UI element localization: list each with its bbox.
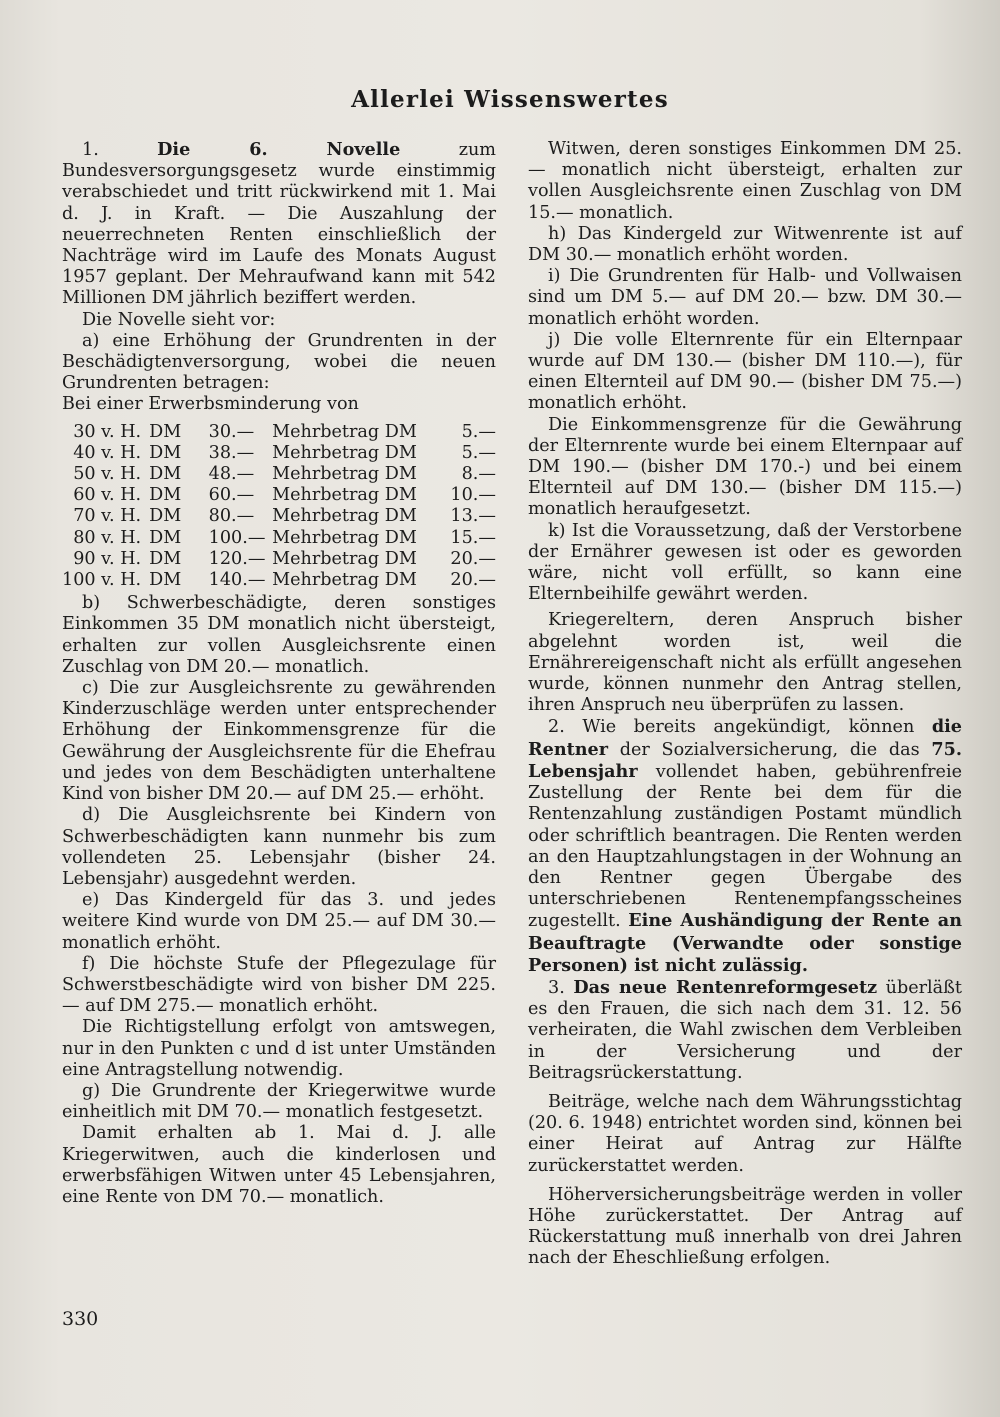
rate-label: Mehrbetrag DM [272, 442, 417, 463]
rate-amount: 100.— [208, 527, 266, 548]
paragraph-beitraege: Beiträge, welche nach dem Währungsstichtag (20. 6. 1948) entrichtet worden sind, können bei einer Heirat auf Antrag zur Hälfte zurückerstattet werden. [528, 1091, 962, 1176]
rate-label: Mehrbetrag DM [272, 570, 417, 591]
rate-percent: 60 v. H. [73, 485, 142, 506]
rate-amount: 38.— [208, 442, 255, 463]
rate-currency: DM [149, 548, 182, 569]
paragraph-d: d) Die Ausgleichsrente bei Kindern von Schwerbeschädigten kann nunmehr bis zum vollendeten 25. Lebensjahr (bisher 24. Lebensjahr) ausgedehnt werden. [62, 805, 496, 889]
paragraph-rentner [528, 716, 962, 976]
paragraph-f: f) Die höchste Stufe der Pflegezulage für Schwerstbeschädigte wird von bisher DM 225.— auf DM 275.— monatlich erhöht. [62, 953, 496, 1017]
rate-currency: DM [149, 485, 182, 506]
rate-currency: DM [149, 506, 182, 527]
rate-extra: 8.— [461, 464, 496, 485]
paragraph-j: j) Die volle Elternrente für ein Elternpaar wurde auf DM 130.— (bisher DM 110.—), für einen Elternteil auf DM 90.— (bisher DM 75.—) monatlich erhöht. [528, 329, 962, 414]
rate-label: Mehrbetrag DM [272, 464, 417, 485]
rate-amount: 48.— [208, 464, 255, 485]
rate-currency: DM [149, 464, 182, 485]
rates-row [62, 528, 496, 549]
paragraph-i: i) Die Grundrenten für Halb- und Vollwaisen sind um DM 5.— auf DM 20.— bzw. DM 30.— monatlich erhöht worden. [528, 266, 962, 329]
bold-phrase: die Rentner [528, 716, 962, 760]
paragraph-kriegereltern: Kriegereltern, deren Anspruch bisher abgelehnt worden ist, weil die Ernährereigenschaft nicht als erfüllt angesehen wurde, können nunmehr den Antrag stellen, ihren Anspruch neu überprüfen zu lassen. [528, 610, 962, 716]
rates-row [62, 549, 496, 570]
rate-currency: DM [149, 527, 182, 548]
paragraph-kriegerwitwen: Damit erhalten ab 1. Mai d. J. alle Kriegerwitwen, auch die kinderlosen und erwerbsfähigen Witwen unter 45 Lebensjahren, eine Rente von DM 70.— monatlich. [62, 1123, 496, 1207]
rates-row [62, 443, 496, 464]
rate-percent: 40 v. H. [73, 442, 142, 463]
paragraph-text: 2. Wie bereits angekündigt, können [548, 717, 932, 738]
rate-label: Mehrbetrag DM [272, 485, 417, 506]
paragraph-text: überläßt es den Frauen, die sich nach dem 31. 12. 56 verheiraten, die Wahl zwischen dem Verbleiben in der Versicherung und der Beitragsrückerstattung. [528, 977, 962, 1083]
item-number: 1. [82, 140, 158, 160]
left-column [62, 139, 496, 1208]
paragraph-hoeherversicherung: Höherversicherungsbeiträge werden in voller Höhe zurückerstattet. Der Antrag auf Rückerstattung muß innerhalb von drei Jahren nach der Eheschließung erfolgen. [528, 1184, 962, 1269]
rate-label: Mehrbetrag DM [272, 421, 417, 442]
paragraph-b: b) Schwerbeschädigte, deren sonstiges Einkommen 35 DM monatlich nicht übersteigt, erhalten zur vollen Ausgleichsrente einen Zuschlag von DM 20.— monatlich. [62, 593, 496, 677]
rate-extra: 10.— [450, 485, 496, 506]
rate-label: Mehrbetrag DM [272, 527, 417, 548]
paragraph-erwerbsminderung: Bei einer Erwerbsminderung von [62, 394, 359, 415]
paragraph-g: g) Die Grundrente der Kriegerwitwe wurde einheitlich mit DM 70.— monatlich festgesetzt. [62, 1080, 496, 1123]
rates-row [62, 422, 496, 443]
rate-percent: 100 v. H. [62, 570, 142, 591]
paragraph-k: k) Ist die Voraussetzung, daß der Verstorbene der Ernährer gewesen ist oder es geworden wäre, nicht voll erfüllt, so kann eine Elternbeihilfe gewährt werden. [528, 520, 962, 605]
rate-amount: 30.— [208, 421, 255, 442]
rate-percent: 30 v. H. [73, 421, 142, 442]
paragraph-text: der Sozialversicherung, die das [608, 739, 932, 760]
bold-phrase: 75. Lebensjahr [528, 738, 962, 782]
paragraph-a: a) eine Erhöhung der Grundrenten in der Beschädigtenversorgung, wobei die neuen Grundrenten betragen: [62, 330, 496, 394]
rates-table [62, 422, 496, 592]
rate-amount: 60.— [208, 485, 255, 506]
rate-extra: 20.— [450, 570, 496, 591]
rate-currency: DM [149, 442, 182, 463]
bold-phrase: Eine Aushändigung der Rente an Beauftragte (Verwandte oder sonstige Personen) ist nicht zulässig. [528, 910, 963, 976]
right-column [528, 139, 962, 1270]
rates-row [62, 464, 496, 485]
rate-extra: 5.— [461, 442, 496, 463]
rate-amount: 80.— [208, 506, 255, 527]
paragraph-text: vollendet haben, gebührenfreie Zustellung der Rente bei dem für die Rentenzahlung zuständigen Postamt mündlich oder schriftlich beantragen. Die Renten werden an den Hauptzahlungstagen in der Wohnung an den Rentner gegen Übergabe des unterschriebenen Rentenempfangsscheines zugestellt. [528, 761, 962, 932]
rate-amount: 120.— [208, 548, 266, 569]
paragraph-novelle [62, 139, 496, 310]
rates-row [62, 506, 496, 527]
rates-row [62, 485, 496, 506]
rate-currency: DM [149, 421, 182, 442]
bold-heading: Die 6. Novelle [157, 139, 401, 160]
rate-percent: 50 v. H. [73, 464, 142, 485]
rate-label: Mehrbetrag DM [272, 548, 417, 569]
paragraph-text: zum Bundesversorgungsgesetz wurde einstimmig verabschiedet und tritt rückwirkend mit 1. Mai d. J. in Kraft. — Die Auszahlung der neuerrechneten Renten einschließlich der Nachträge wird im Laufe des Monats August 1957 geplant. Der Mehraufwand kann mit 542 Millionen DM jährlich beziffert werden. [62, 140, 496, 309]
rate-extra: 15.— [450, 527, 496, 548]
paragraph-rentenreform [528, 977, 962, 1084]
paragraph-richtigstellung: Die Richtigstellung erfolgt von amtswegen, nur in den Punkten c und d ist unter Umständen eine Antragstellung notwendig. [62, 1017, 496, 1080]
rate-percent: 80 v. H. [73, 527, 142, 548]
bold-phrase: Das neue Rentenreformgesetz [573, 976, 878, 998]
paragraph-witwen: Witwen, deren sonstiges Einkommen DM 25.— monatlich nicht übersteigt, erhalten zur vollen Ausgleichsrente einen Zuschlag von DM 15.— monatlich. [528, 139, 962, 223]
rate-amount: 140.— [208, 570, 266, 591]
paragraph-einkommensgrenze: Die Einkommensgrenze für die Gewährung der Elternrente wurde bei einem Elternpaar auf DM 190.— (bisher DM 170.-) und bei einem Elternteil auf DM 130.— (bisher DM 115.—) monatlich heraufgesetzt. [528, 414, 962, 520]
rate-extra: 20.— [450, 548, 496, 569]
page-number: 330 [62, 1308, 99, 1330]
item-number: 3. [548, 977, 574, 998]
paragraph-e: e) Das Kindergeld für das 3. und jedes weitere Kind wurde von DM 25.— auf DM 30.— monatlich erhöht. [62, 890, 496, 953]
paragraph-c: c) Die zur Ausgleichsrente zu gewährenden Kinderzuschläge werden unter entsprechender Erhöhung der Einkommensgrenze für die Gewährung der Ausgleichsrente für die Ehefrau und jedes von dem Beschädigten unterhaltene Kind von bisher DM 20.— auf DM 25.— erhöht. [62, 678, 496, 805]
rate-currency: DM [149, 570, 182, 591]
rate-percent: 90 v. H. [73, 548, 142, 569]
paragraph-h: h) Das Kindergeld zur Witwenrente ist auf DM 30.— monatlich erhöht worden. [528, 223, 962, 266]
rate-label: Mehrbetrag DM [272, 506, 417, 527]
rates-row [62, 570, 496, 591]
paragraph-intro: Die Novelle sieht vor: [82, 309, 276, 330]
page-title: Allerlei Wissenswertes [351, 86, 669, 113]
rate-percent: 70 v. H. [73, 506, 142, 527]
rate-extra: 5.— [461, 421, 496, 442]
rate-extra: 13.— [450, 506, 496, 527]
